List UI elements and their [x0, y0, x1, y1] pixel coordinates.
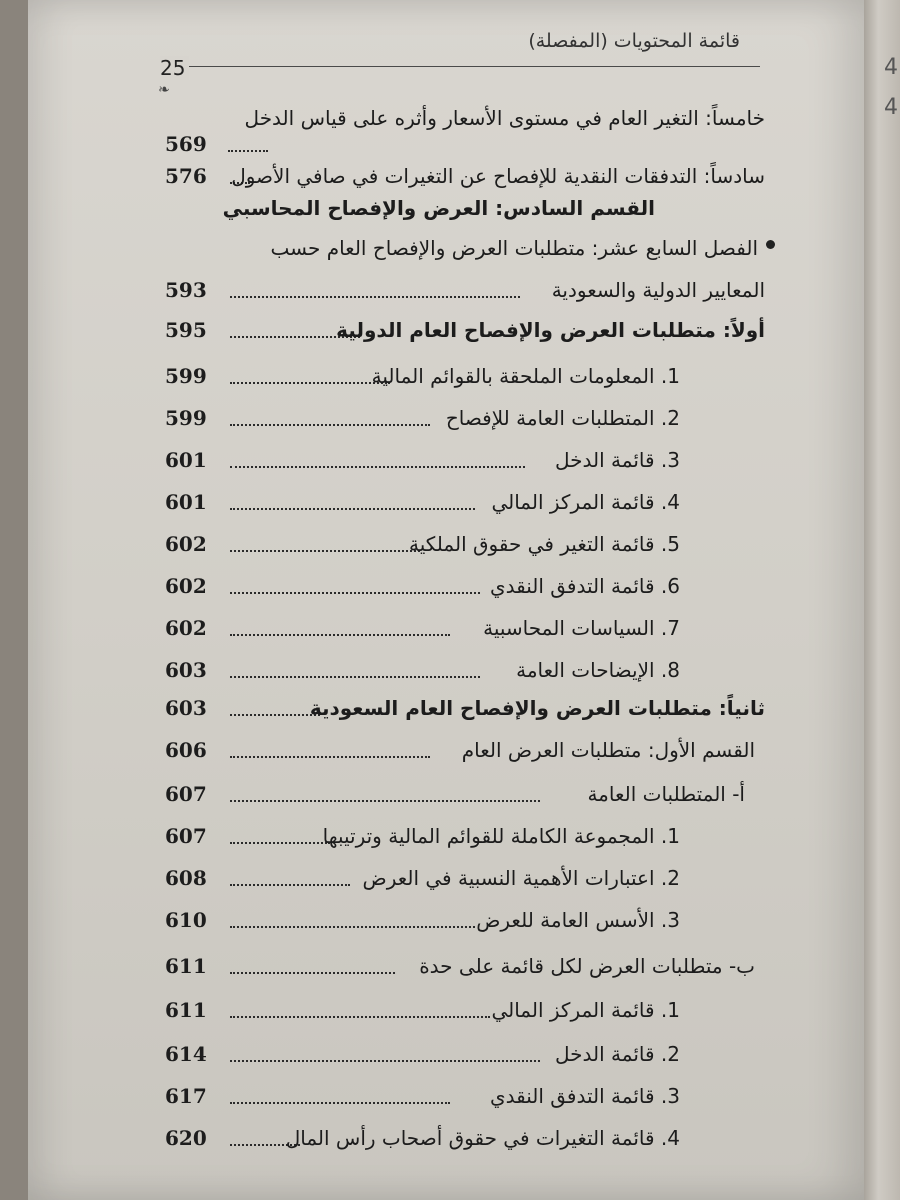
dot-leader [230, 424, 430, 426]
toc-row [0, 1112, 900, 1152]
chapter-heading: الفصل السابع عشر: متطلبات العرض والإفصاح العام حسب [270, 236, 758, 260]
toc-page-number: 601 [165, 448, 207, 472]
toc-row [0, 1070, 900, 1110]
page-number: 25 [160, 56, 189, 80]
toc-page-number: 614 [165, 1042, 207, 1066]
toc-page-number: 617 [165, 1084, 207, 1108]
dot-leader [230, 508, 475, 510]
ornament-icon: ❧ [158, 82, 170, 98]
dot-leader [230, 676, 480, 678]
dot-leader [230, 926, 475, 928]
dot-leader [230, 296, 520, 298]
toc-row [0, 560, 900, 600]
toc-page-number: 611 [165, 998, 207, 1022]
toc-row [0, 644, 900, 684]
toc-page-number: 608 [165, 866, 207, 890]
toc-row [0, 602, 900, 642]
toc-entry: 3. قائمة التدفق النقدي [489, 1084, 680, 1108]
bullet-icon [766, 240, 775, 249]
dot-leader [230, 884, 350, 886]
section-heading: القسم السادس: العرض والإفصاح المحاسبي [222, 196, 655, 220]
dot-leader [230, 1060, 540, 1062]
dot-leader [230, 1102, 450, 1104]
toc-entry: خامساً: التغير العام في مستوى الأسعار وأثره على قياس الدخل [244, 106, 765, 130]
toc-row [0, 476, 900, 516]
toc-entry: القسم الأول: متطلبات العرض العام [461, 738, 755, 762]
dot-leader [230, 842, 330, 844]
toc-entry: 1. قائمة المركز المالي [491, 998, 680, 1022]
chapter-heading: المعايير الدولية والسعودية [551, 278, 765, 302]
toc-entry: سادساً: التدفقات النقدية للإفصاح عن التغيرات في صافي الأصول [231, 164, 765, 188]
toc-entry: 2. قائمة الدخل [555, 1042, 680, 1066]
toc-page-number: 607 [165, 782, 207, 806]
toc-page-number: 602 [165, 532, 207, 556]
toc-page-number: 603 [165, 658, 207, 682]
toc-entry: 3. قائمة الدخل [555, 448, 680, 472]
dot-leader [230, 466, 525, 468]
toc-row [0, 852, 900, 892]
toc-page-number: 602 [165, 616, 207, 640]
toc-row [0, 984, 900, 1024]
toc-page-number: 593 [165, 278, 207, 302]
dot-leader [230, 800, 540, 802]
toc-row [0, 1028, 900, 1068]
toc-row [0, 894, 900, 934]
toc-entry: 4. قائمة التغيرات في حقوق أصحاب رأس المال [285, 1126, 680, 1150]
dot-leader [230, 1016, 490, 1018]
toc-entry: 4. قائمة المركز المالي [491, 490, 680, 514]
toc-row [0, 182, 900, 222]
toc-page-number: 603 [165, 696, 207, 720]
toc-row [0, 434, 900, 474]
toc-row [0, 304, 900, 344]
toc-page-number: 569 [165, 132, 207, 156]
toc-entry: 3. الأسس العامة للعرض [476, 908, 680, 932]
dot-leader [230, 382, 390, 384]
toc-page-number: 595 [165, 318, 207, 342]
toc-entry: 7. السياسات المحاسبية [483, 616, 680, 640]
dot-leader [230, 592, 480, 594]
toc-row [0, 222, 900, 262]
toc-page-number: 611 [165, 954, 207, 978]
toc-row [0, 392, 900, 432]
toc-page-number: 602 [165, 574, 207, 598]
dot-leader [230, 550, 420, 552]
toc-entry: أ- المتطلبات العامة [587, 782, 745, 806]
toc-page-number: 606 [165, 738, 207, 762]
toc-page-number: 620 [165, 1126, 207, 1150]
toc-entry: 5. قائمة التغير في حقوق الملكية [409, 532, 680, 556]
toc-entry: 6. قائمة التدفق النقدي [489, 574, 680, 598]
edge-page-number: 4 [884, 55, 898, 80]
toc-row [0, 350, 900, 390]
running-title: قائمة المحتويات (المفصلة) [528, 30, 740, 52]
toc-page-number: 607 [165, 824, 207, 848]
toc-entry: ب- متطلبات العرض لكل قائمة على حدة [419, 954, 755, 978]
toc-page-number: 576 [165, 164, 207, 188]
toc-row [0, 264, 900, 304]
toc-entry: ثانياً: متطلبات العرض والإفصاح العام السعودية [309, 696, 765, 720]
dot-leader [230, 634, 450, 636]
toc-page-number: 601 [165, 490, 207, 514]
toc-entry: 1. المعلومات الملحقة بالقوائم المالية [371, 364, 680, 388]
toc-row [0, 768, 900, 808]
toc-row [0, 940, 900, 980]
toc-entry: 8. الإيضاحات العامة [516, 658, 680, 682]
toc-row [0, 724, 900, 764]
toc-entry: 1. المجموعة الكاملة للقوائم المالية وترتيبها [322, 824, 680, 848]
dot-leader [230, 756, 430, 758]
toc-page-number: 599 [165, 364, 207, 388]
toc-entry: 2. اعتبارات الأهمية النسبية في العرض [362, 866, 680, 890]
toc-row [0, 682, 900, 722]
edge-page-number: 4 [884, 95, 898, 120]
dot-leader [230, 972, 395, 974]
toc-page-number: 599 [165, 406, 207, 430]
dot-leader [230, 714, 320, 716]
toc-page-number: 610 [165, 908, 207, 932]
toc-row [0, 810, 900, 850]
toc-row [0, 518, 900, 558]
toc-entry: أولاً: متطلبات العرض والإفصاح العام الدولية [336, 318, 765, 342]
toc-entry: 2. المتطلبات العامة للإفصاح [445, 406, 680, 430]
